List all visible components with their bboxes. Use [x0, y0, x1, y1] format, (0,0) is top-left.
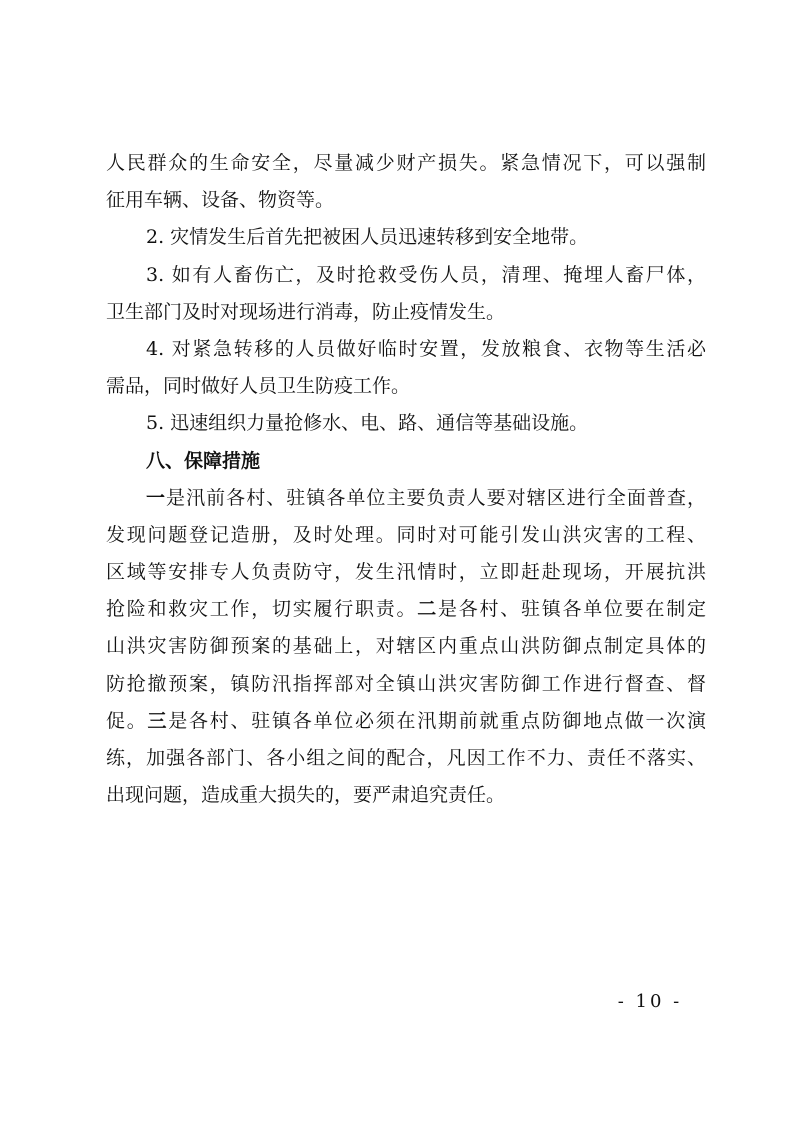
- paragraph-line: [106, 480, 706, 517]
- paragraph-text: 是各村、驻镇各单位必须在汛期前就重点防御地点做一次演: [168, 709, 706, 732]
- paragraph-line: 征用车辆、设备、物资等。: [106, 189, 335, 212]
- paragraph-line: [106, 591, 706, 628]
- paragraph-line: 人民群众的生命安全，尽量减少财产损失。紧急情况下，可以强制: [106, 152, 706, 174]
- paragraph-line: 练，加强各部门、各小组之间的配合，凡因工作不力、责任不落实、: [106, 747, 706, 769]
- paragraph-text: 是汛前各村、驻镇各单位主要负责人要对辖区进行全面普查，: [166, 486, 706, 509]
- paragraph-line: 发现问题登记造册，及时处理。同时对可能引发山洪灾害的工程、: [106, 523, 706, 546]
- list-item-3: 3. 如有人畜伤亡，及时抢救受伤人员，清理、掩埋人畜尸体，: [146, 263, 706, 286]
- paragraph-text: 抢险和救灾工作，切实履行职责。: [106, 598, 418, 621]
- page-number: - 10 -: [617, 991, 683, 1012]
- paragraph-line: [106, 703, 706, 740]
- paragraph-text: 促。: [106, 709, 148, 732]
- list-item-5: 5. 迅速组织力量抢修水、电、路、通信等基础设施。: [146, 412, 589, 435]
- paragraph-line: 卫生部门及时对现场进行消毒，防止疫情发生。: [106, 300, 506, 323]
- paragraph-line: 需品，同时做好人员卫生防疫工作。: [106, 375, 411, 398]
- marker-first: 一: [146, 486, 167, 509]
- marker-second: 二: [417, 598, 438, 621]
- paragraph-line: 山洪灾害防御预案的基础上，对辖区内重点山洪防御点制定具体的: [106, 635, 706, 658]
- paragraph-line: 区域等安排专人负责防守，发生汛情时，立即赶赴现场，开展抗洪: [106, 561, 706, 584]
- document-body: [106, 145, 706, 814]
- paragraph-line: 防抢撤预案，镇防汛指挥部对全镇山洪灾害防御工作进行督查、督: [106, 672, 706, 695]
- paragraph-text: 是各村、驻镇各单位要在制定: [437, 598, 706, 621]
- list-item-4: 4. 对紧急转移的人员做好临时安置，发放粮食、衣物等生活必: [146, 337, 706, 360]
- paragraph-line: 出现问题，造成重大损失的，要严肃追究责任。: [106, 784, 506, 807]
- marker-third: 三: [147, 709, 169, 732]
- list-item-2: 2. 灾情发生后首先把被困人员迅速转移到安全地带。: [146, 226, 589, 249]
- section-heading: 八、保障措施: [146, 449, 261, 472]
